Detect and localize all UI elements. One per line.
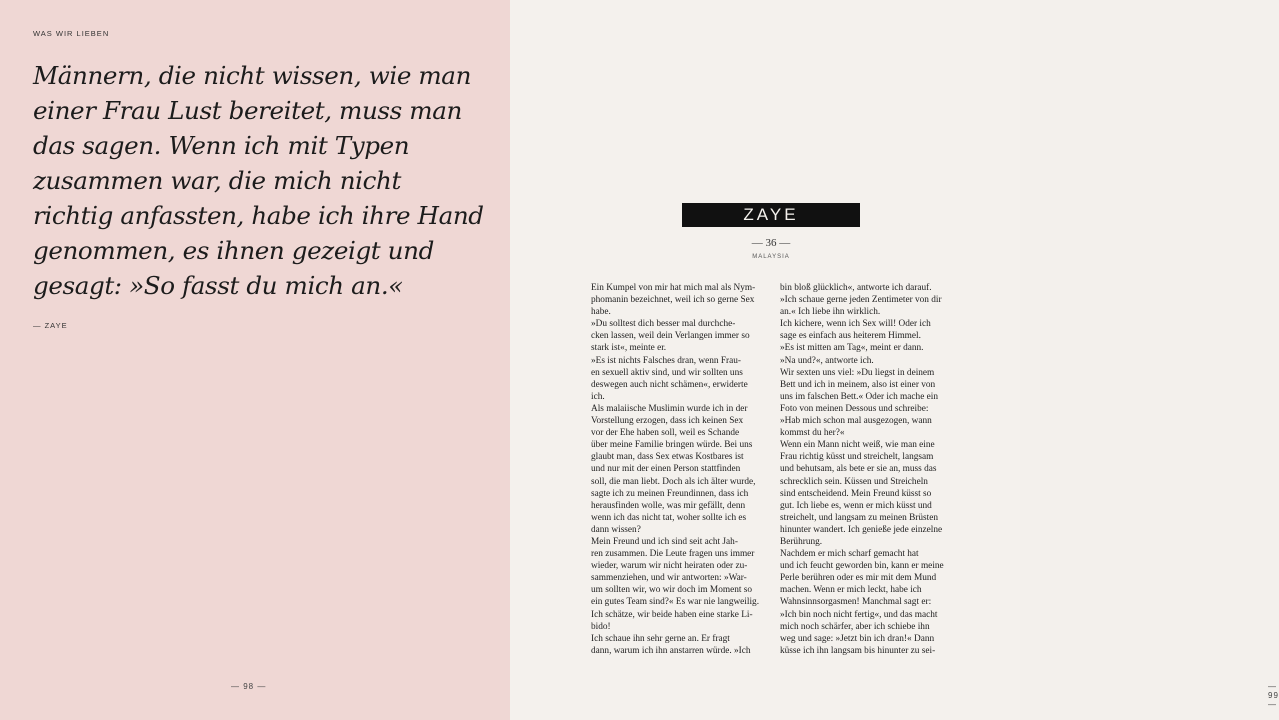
age-label: — 36 —	[751, 237, 791, 249]
text-column-1	[591, 282, 763, 657]
right-page	[510, 0, 1279, 720]
quote-attribution: — ZAYE	[33, 321, 68, 330]
pull-quote: Männern, die nicht wissen, wie man einer Frau Lust bereitet, muss man das sagen. Wenn ich mit Typen zusammen war, die mich nicht richtig anfassten, habe ich ihre Hand genommen, es ihnen gezeigt und gesagt: »So fasst du mich an.«	[33, 61, 484, 300]
text-column-2	[780, 282, 952, 657]
page-number-right: — 99 —	[1268, 682, 1279, 709]
column-2-text: bin bloß glücklich«, antworte ich darauf. »Ich schaue gerne jeden Zentimeter von dir an.« Ich liebe ihn wirklich. Ich kichere, wenn ich Sex will! Oder ich sage es einfach aus heiterem Himmel. »Es ist mitten am Tag«, meint er dann. »Na und?«, antworte ich. Wir sexten uns viel: »Du liegst in deinem Bett und ich in meinem, also ist einer von uns im falschen Bett.« Oder ich mache ein Foto von meinen Dessous und schreibe: »Hab mich schon mal ausgezogen, wann kommst du her?« Wenn ein Mann nicht weiß, wie man eine Frau richtig küsst und streichelt, langsam und behutsam, als bete er sie an, muss das schrecklich sein. Küssen und Streicheln sind entscheidend. Mein Freund küsst so gut. Ich liebe es, wenn er mich küsst und streichelt, und langsam zu meinen Brüsten hinunter wandert. Ich genieße jede einzelne Berührung. Nachdem er mich scharf gemacht hat und ich feucht geworden bin, kann er meine Perle berühren oder es mir mit dem Mund machen. Wenn er mich leckt, habe ich Wahnsinnsorgasmen! Manchmal sagt er: »Ich bin noch nicht fertig«, und das macht mich noch schärfer, aber ich schiebe ihn weg und sage: »Jetzt bin ich dran!« Dann küsse ich ihn langsam bis hinunter zu sei-	[780, 283, 944, 656]
left-page	[0, 0, 510, 720]
section-label: WAS WIR LIEBEN	[33, 29, 110, 38]
column-1-text: Ein Kumpel von mir hat mich mal als Nym- phomanin bezeichnet, weil ich so gerne Sex habe. »Du solltest dich besser mal durchche- cken lassen, weil dein Verlangen immer so stark ist«, meinte er. »Es ist nichts Falsches dran, wenn Frau- en sexuell aktiv sind, und wir sollten uns deswegen auch nicht schämen«, erwiderte ich. Als malaiische Muslimin wurde ich in der Vorstellung erzogen, dass ich keinen Sex vor der Ehe haben soll, weil es Schande über meine Familie bringen würde. Bei uns glaubt man, dass Sex etwas Kostbares ist und nur mit der einen Person stattfinden soll, die man liebt. Doch als ich älter wurde, sagte ich zu meinen Freundinnen, dass ich herausfinden wolle, was mir gefällt, denn wenn ich das nicht tat, woher sollte ich es dann wissen? Mein Freund und ich sind seit acht Jah- ren zusammen. Die Leute fragen uns immer wieder, warum wir nicht heiraten oder zu- sammenziehen, und wir antworten: »War- um sollten wir, wo wir doch im Moment so ein gutes Team sind?« Es war nie langweilig. Ich schätze, wir beide haben eine starke Li- bido! Ich schaue ihn sehr gerne an. Er fragt dann, warum ich ihn anstarren würde. »Ich	[591, 283, 760, 656]
name-banner: ZAYE	[682, 203, 860, 227]
country-label: MALAYSIA	[752, 254, 790, 260]
page-number-left: — 98 —	[231, 682, 267, 691]
